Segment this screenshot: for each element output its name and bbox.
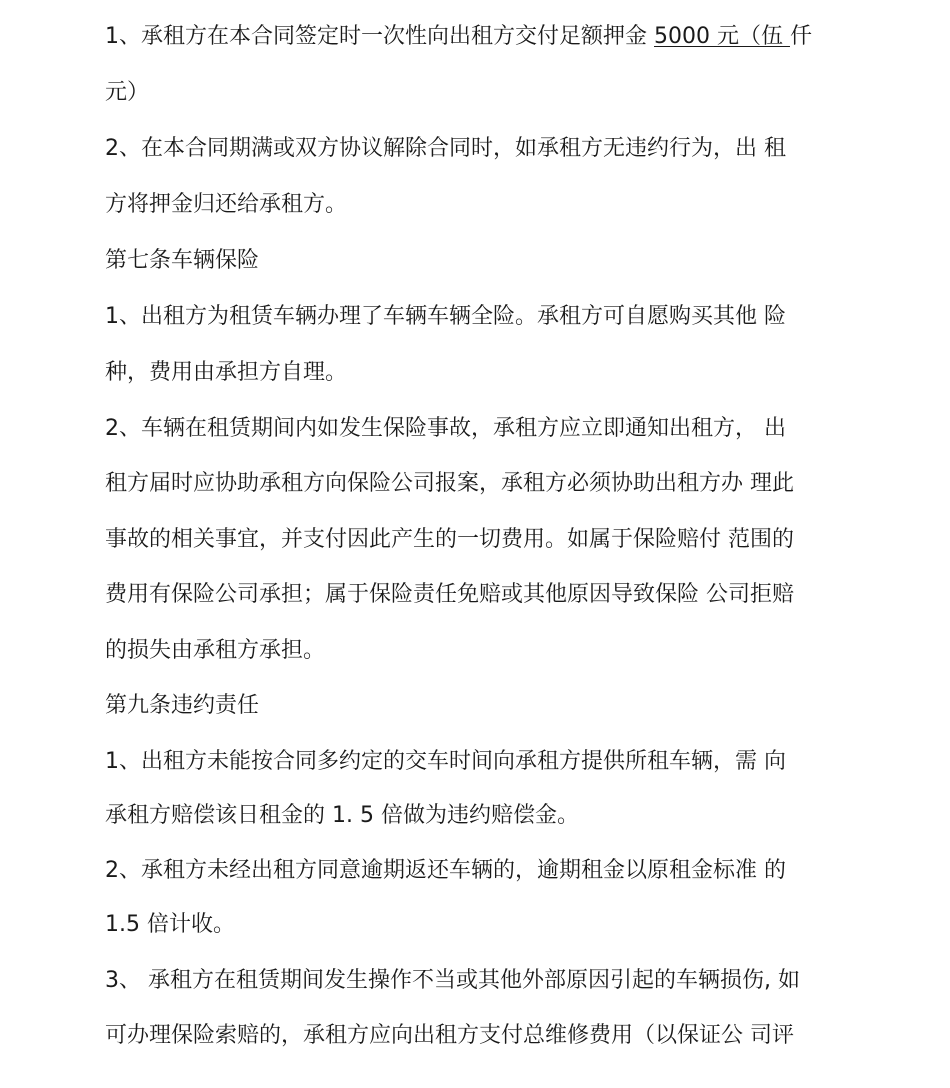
insurance-clause-2-line-2: 租方届时应协助承租方向保险公司报案，承租方必须协助出租方办 理此 xyxy=(105,471,794,496)
liability-clause-1-line-1: 1、出租方未能按合同多约定的交车时间向承租方提供所租车辆，需 向 xyxy=(105,749,786,774)
liability-clause-1-line-2: 承租方赔偿该日租金的 1. 5 倍做为违约赔偿金。 xyxy=(105,803,579,828)
insurance-clause-2-line-5: 的损失由承租方承担。 xyxy=(105,638,326,663)
deposit-return-line-1: 2、在本合同期满或双方协议解除合同时，如承租方无违约行为，出 租 xyxy=(105,136,786,161)
insurance-clause-1-line-2: 种，费用由承担方自理。 xyxy=(105,360,348,385)
liability-clause-3-line-2: 可办理保险索赔的，承租方应向出租方支付总维修费用（以保证公 司评 xyxy=(105,1023,794,1048)
liability-clause-3-line-1: 3、 承租方在租赁期间发生操作不当或其他外部原因引起的车辆损伤, 如 xyxy=(105,968,800,993)
deposit-clause-text: 1、承租方在本合同签定时一次性向出租方交付足额押金 xyxy=(105,24,654,49)
liability-clause-2-line-1: 2、承租方未经出租方同意逾期返还车辆的，逾期租金以原租金标准 的 xyxy=(105,858,786,883)
insurance-clause-2-line-3: 事故的相关事宜，并支付因此产生的一切费用。如属于保险赔付 范围的 xyxy=(105,527,794,552)
insurance-clause-2-line-4: 费用有保险公司承担；属于保险责任免赔或其他原因导致保险 公司拒赔 xyxy=(105,582,794,607)
liability-clause-2-line-2: 1.5 倍计收。 xyxy=(105,912,235,937)
deposit-clause-line-2: 元） xyxy=(105,80,150,105)
deposit-return-line-2: 方将押金归还给承租方。 xyxy=(105,192,348,217)
deposit-clause-line-1 xyxy=(105,22,812,52)
section-heading-liability: 第九条违约责任 xyxy=(105,693,260,718)
deposit-amount-underlined: 5000 元（伍 xyxy=(654,24,790,49)
deposit-clause-text-end: 仟 xyxy=(789,24,812,49)
section-heading-insurance: 第七条车辆保险 xyxy=(105,248,260,273)
insurance-clause-1-line-1: 1、出租方为租赁车辆办理了车辆车辆全险。承租方可自愿购买其他 险 xyxy=(105,304,786,329)
insurance-clause-2-line-1: 2、车辆在租赁期间内如发生保险事故，承租方应立即通知出租方， 出 xyxy=(105,416,786,441)
